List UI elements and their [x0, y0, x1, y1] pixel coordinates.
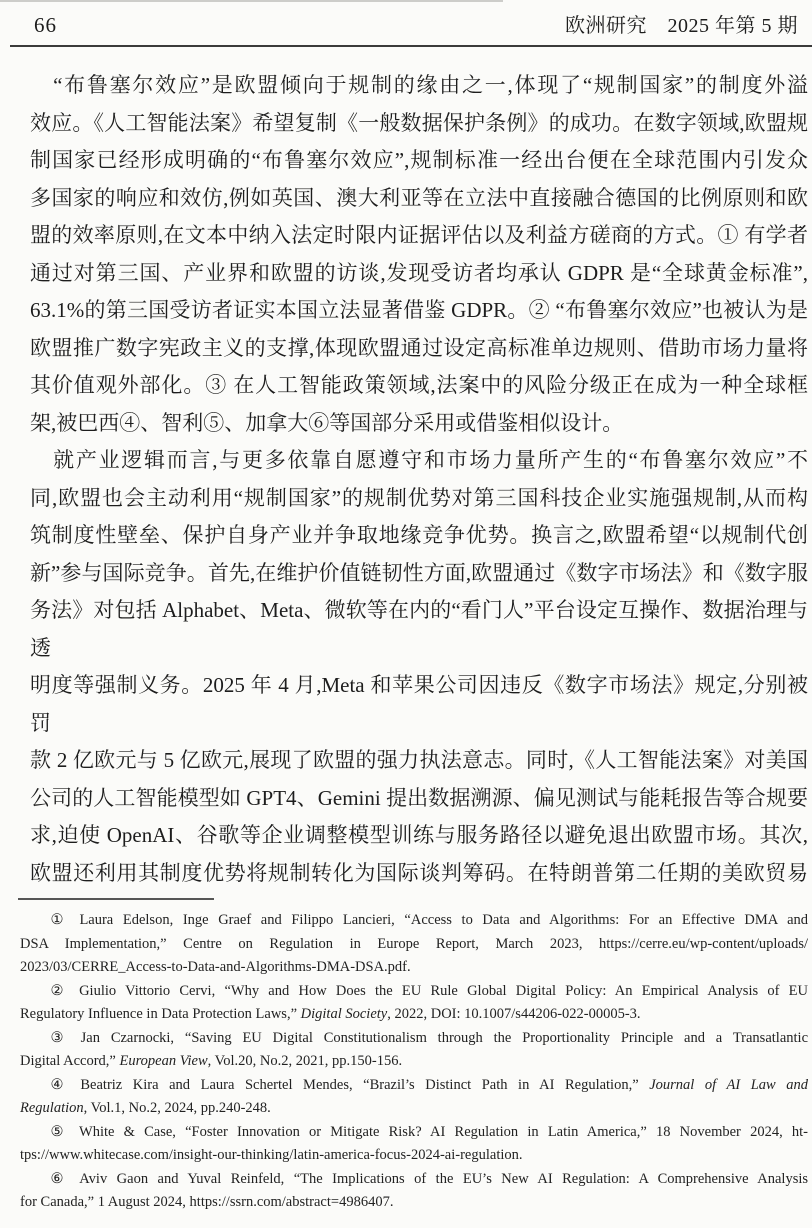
text-line: 求,迫使 OpenAI、谷歌等企业调整模型训练与服务路径以避免退出欧盟市场。其次, [30, 823, 808, 847]
text-line: 筑制度性壁垒、保护自身产业并争取地缘竞争优势。换言之,欧盟希望“以规制代创 [30, 523, 808, 547]
footnote [20, 1121, 808, 1168]
footnote-text: Digital Accord,” [20, 1053, 120, 1069]
footnote-text: Beatriz Kira and Laura Schertel Mendes, “Brazil’s Distinct Path in AI Regulation,” [80, 1076, 650, 1093]
footnote [20, 1027, 808, 1074]
footnote-text: 2023/03/CERRE_Access-to-Data-and-Algorithms-DMA-DSA.pdf. [20, 959, 411, 975]
footnote [20, 1074, 808, 1121]
footnote-line [20, 1144, 808, 1168]
text-line: 款 2 亿欧元与 5 亿欧元,展现了欧盟的强力执法意志。同时,《人工智能法案》对美国 [30, 748, 808, 772]
journal-name-italic: European View [119, 1053, 208, 1069]
footnote-line [20, 909, 808, 933]
text-line: “布鲁塞尔效应”是欧盟倾向于规制的缘由之一,体现了“规制国家”的制度外溢 [53, 73, 808, 97]
text-line: 其价值观外部化。③ 在人工智能政策领域,法案中的风险分级正在成为一种全球框 [30, 373, 808, 397]
page-number: 66 [34, 13, 57, 37]
header-rule [10, 45, 812, 47]
scan-artifact-top-edge [0, 0, 503, 2]
footnote-line [20, 1097, 808, 1121]
text-line: 新”参与国际竞争。首先,在维护价值链韧性方面,欧盟通过《数字市场法》和《数字服 [30, 560, 808, 585]
text-line: 公司的人工智能模型如 GPT4、Gemini 提出数据溯源、偏见测试与能耗报告等合规要 [30, 785, 808, 810]
footnote-text: Regulatory Influence in Data Protection Laws,” [20, 1006, 301, 1022]
footnote-line [20, 1003, 808, 1027]
footnote-line [20, 933, 808, 957]
footnote-text: White & Case, “Foster Innovation or Mitigate Risk? AI Regulation in Latin America,” 18 November 2024, ht- [79, 1123, 808, 1140]
text-line: 明度等强制义务。2025 年 4 月,Meta 和苹果公司因违反《数字市场法》规定,分别被罚 [30, 673, 808, 735]
footnote-line [20, 1191, 808, 1215]
footnote-marker: ⑥ [50, 1170, 70, 1187]
text-line: 制国家已经形成明确的“布鲁塞尔效应”,规制标准一经出台便在全球范围内引发众 [30, 148, 808, 172]
text-line: 务法》对包括 Alphabet、Meta、微软等在内的“看门人”平台设定互操作、数据治理与透 [30, 598, 808, 660]
text-line: 通过对第三国、产业界和欧盟的访谈,发现受访者均承认 GDPR 是“全球黄金标准”, [30, 260, 808, 285]
footnote-text: Laura Edelson, Inge Graef and Filippo Lancieri, “Access to Data and Algorithms: For an Effective DMA and [79, 912, 809, 928]
footnote-marker: ② [50, 982, 70, 999]
footnote-text: Jan Czarnocki, “Saving EU Digital Constitutionalism through the Proportionality Principle and a Transatlantic [80, 1029, 808, 1046]
footnote [20, 909, 808, 980]
footnote-line [20, 1050, 808, 1074]
text-line: 欧盟还利用其制度优势将规制转化为国际谈判筹码。在特朗普第二任期的美欧贸易 [30, 860, 808, 885]
text-line: 盟的效率原则,在文本中纳入法定时限内证据评估以及利益方磋商的方式。① 有学者 [30, 223, 808, 247]
footnote-separator [18, 898, 214, 900]
footnote-text: , Vol.1, No.2, 2024, pp.240-248. [83, 1100, 271, 1116]
text-line: 63.1%的第三国受访者证实本国立法显著借鉴 GDPR。② “布鲁塞尔效应”也被认为是 [30, 298, 808, 322]
text-line: 架,被巴西④、智利⑤、加拿大⑥等国部分采用或借鉴相似设计。 [30, 410, 624, 435]
journal-name-italic: Digital Society [300, 1006, 388, 1022]
footnote-marker: ④ [50, 1076, 71, 1093]
footnote-text: DSA Implementation,” Centre on Regulation in Europe Report, March 2023, https://cerre.eu/wp-content/uploads/ [20, 935, 808, 952]
footnote-line [20, 980, 808, 1004]
text-line: 多国家的响应和效仿,例如英国、澳大利亚等在立法中直接融合德国的比例原则和欧 [30, 185, 808, 210]
journal-name-italic: Journal of AI Law and [649, 1076, 809, 1093]
footnote-text: for Canada,” 1 August 2024, https://ssrn.com/abstract=4986407. [20, 1194, 394, 1210]
journal-issue-title: 欧洲研究 2025 年第 5 期 [565, 15, 798, 37]
body-text [30, 67, 808, 892]
footnote [20, 980, 808, 1027]
paragraph [30, 442, 808, 892]
footnote [20, 1168, 808, 1215]
footnote-marker: ① [50, 912, 70, 928]
footnote-line [20, 1168, 808, 1192]
footnote-marker: ⑤ [50, 1123, 70, 1140]
text-line: 欧盟推广数字宪政主义的支撑,体现欧盟通过设定高标准单边规则、借助市场力量将 [30, 335, 808, 360]
text-line: 同,欧盟也会主动利用“规制国家”的规制优势对第三国科技企业实施强规制,从而构 [30, 485, 808, 510]
footnotes-section [20, 909, 808, 1215]
footnote-line [20, 1027, 808, 1051]
footnote-text: tps://www.whitecase.com/insight-our-thinking/latin-america-focus-2024-ai-regulation. [20, 1147, 523, 1163]
footnote-line [20, 1121, 808, 1145]
journal-name-italic: Regulation [20, 1100, 84, 1116]
footnote-text: Aviv Gaon and Yuval Reinfeld, “The Implications of the EU’s New AI Regulation: A Comprehensive Analysis [79, 1170, 809, 1187]
footnote-marker: ③ [50, 1029, 71, 1046]
footnote-line [20, 1074, 808, 1098]
footnote-line [20, 956, 808, 980]
paragraph [30, 67, 808, 442]
page-header [0, 0, 812, 38]
footnote-text: , 2022, DOI: 10.1007/s44206-022-00005-3. [387, 1006, 641, 1022]
text-line: 就产业逻辑而言,与更多依靠自愿遵守和市场力量所产生的“布鲁塞尔效应”不 [53, 448, 808, 472]
text-line: 效应。《人工智能法案》希望复制《一般数据保护条例》的成功。在数字领域,欧盟规 [30, 110, 808, 135]
footnote-text: , Vol.20, No.2, 2021, pp.150-156. [207, 1053, 403, 1069]
footnote-text: Giulio Vittorio Cervi, “Why and How Does the EU Rule Global Digital Policy: An Empirical Analysis of EU [79, 982, 809, 999]
